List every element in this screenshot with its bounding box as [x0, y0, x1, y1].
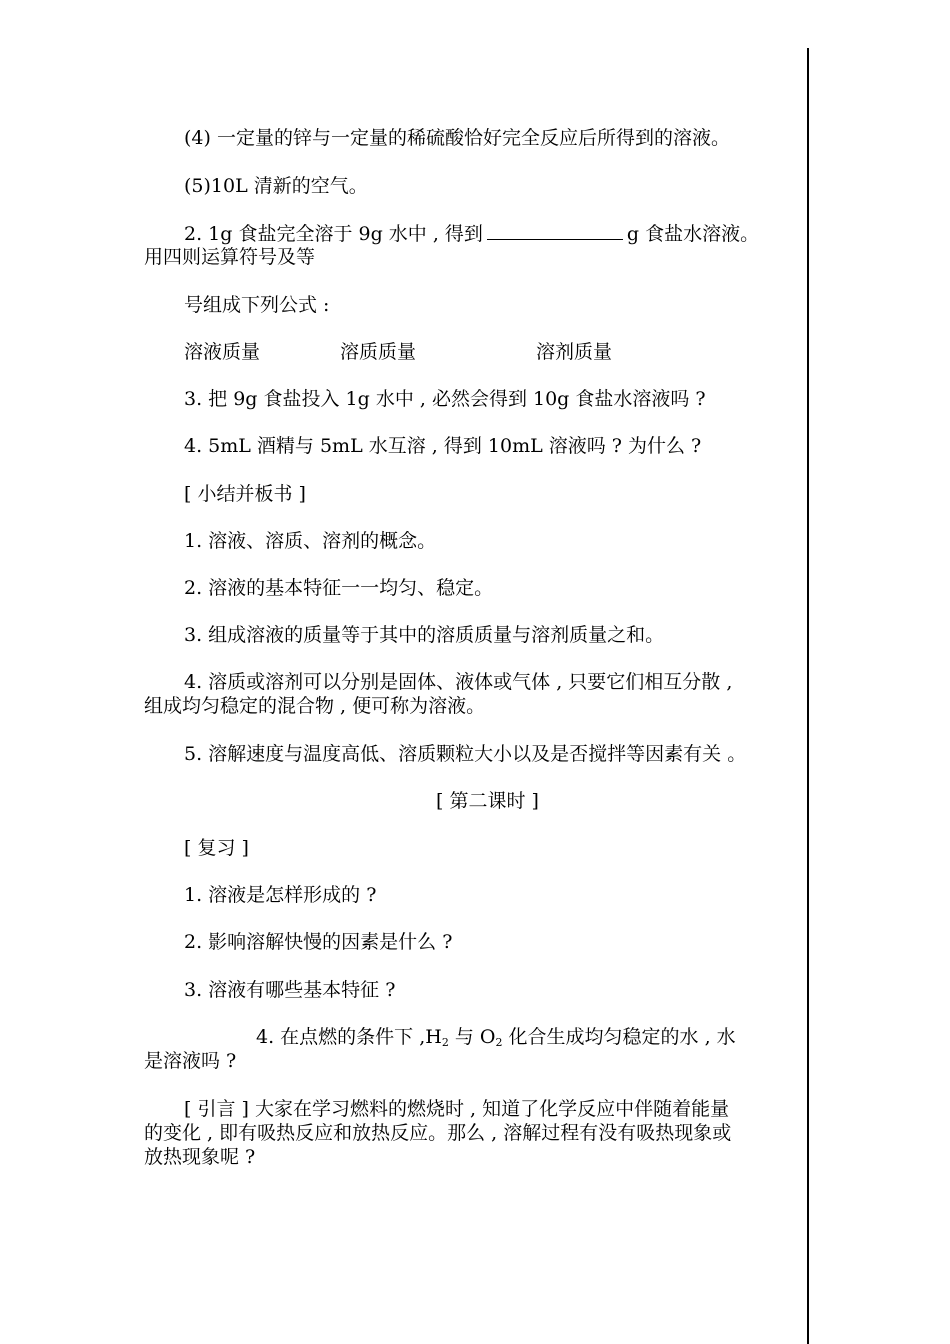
text-line: 5. 溶解速度与温度高低、溶质颗粒大小以及是否搅拌等因素有关 。: [184, 743, 747, 765]
section-heading: [ 第二课时 ]: [436, 790, 539, 812]
formula-term: 溶质质量: [340, 341, 417, 363]
text-line: 3. 组成溶液的质量等于其中的溶质质量与溶剂质量之和。: [184, 624, 665, 646]
subscript: 2: [441, 1036, 449, 1049]
text-line: 放热现象呢 ?: [144, 1146, 256, 1168]
text-line: 号组成下列公式 :: [184, 294, 330, 316]
text-line: 3. 把 9g 食盐投入 1g 水中 , 必然会得到 10g 食盐水溶液吗 ?: [184, 388, 706, 410]
text-segment: 化合生成均匀稳定的水 , 水: [502, 1026, 736, 1048]
text-segment: 2. 1g 食盐完全溶于 9g 水中 , 得到: [184, 223, 483, 245]
text-line: 是溶液吗 ?: [144, 1050, 237, 1072]
text-line: 2. 溶液的基本特征一一均匀、稳定。: [184, 577, 494, 599]
text-line: 1. 溶液是怎样形成的 ?: [184, 884, 377, 906]
text-line: 的变化 , 即有吸热反应和放热反应。那么 , 溶解过程有没有吸热现象或: [144, 1122, 732, 1144]
right-margin-rule: [807, 48, 809, 1344]
subscript: 2: [495, 1036, 503, 1049]
text-line: 组成均匀稳定的混合物 , 便可称为溶液。: [144, 695, 486, 717]
section-label: [ 小结并板书 ]: [184, 483, 306, 505]
text-line: 1. 溶液、溶质、溶剂的概念。: [184, 530, 437, 552]
text-line: (5)10L 清新的空气。: [184, 175, 368, 197]
formula-term: 溶液质量: [184, 341, 261, 363]
fill-in-blank: [487, 221, 623, 240]
text-segment: 与 O: [448, 1026, 496, 1048]
text-line: [256, 1025, 736, 1055]
text-line: 用四则运算符号及等: [144, 246, 316, 268]
text-line: 2. 影响溶解快慢的因素是什么 ?: [184, 931, 453, 953]
section-label: [ 复习 ]: [184, 837, 249, 859]
text-line: 4. 溶质或溶剂可以分别是固体、液体或气体 , 只要它们相互分散 ,: [184, 671, 733, 693]
text-line: [184, 221, 759, 246]
text-line: 3. 溶液有哪些基本特征 ?: [184, 979, 396, 1001]
formula-term: 溶剂质量: [536, 341, 613, 363]
text-line: 4. 5mL 酒精与 5mL 水互溶 , 得到 10mL 溶液吗 ? 为什么 ?: [184, 435, 702, 457]
text-line: [ 引言 ] 大家在学习燃料的燃烧时 , 知道了化学反应中伴随着能量: [184, 1098, 730, 1120]
text-segment: 4. 在点燃的条件下 ,H: [256, 1026, 442, 1048]
text-segment: g 食盐水溶液。: [626, 223, 760, 245]
text-line: (4) 一定量的锌与一定量的稀硫酸恰好完全反应后所得到的溶液。: [184, 127, 730, 149]
